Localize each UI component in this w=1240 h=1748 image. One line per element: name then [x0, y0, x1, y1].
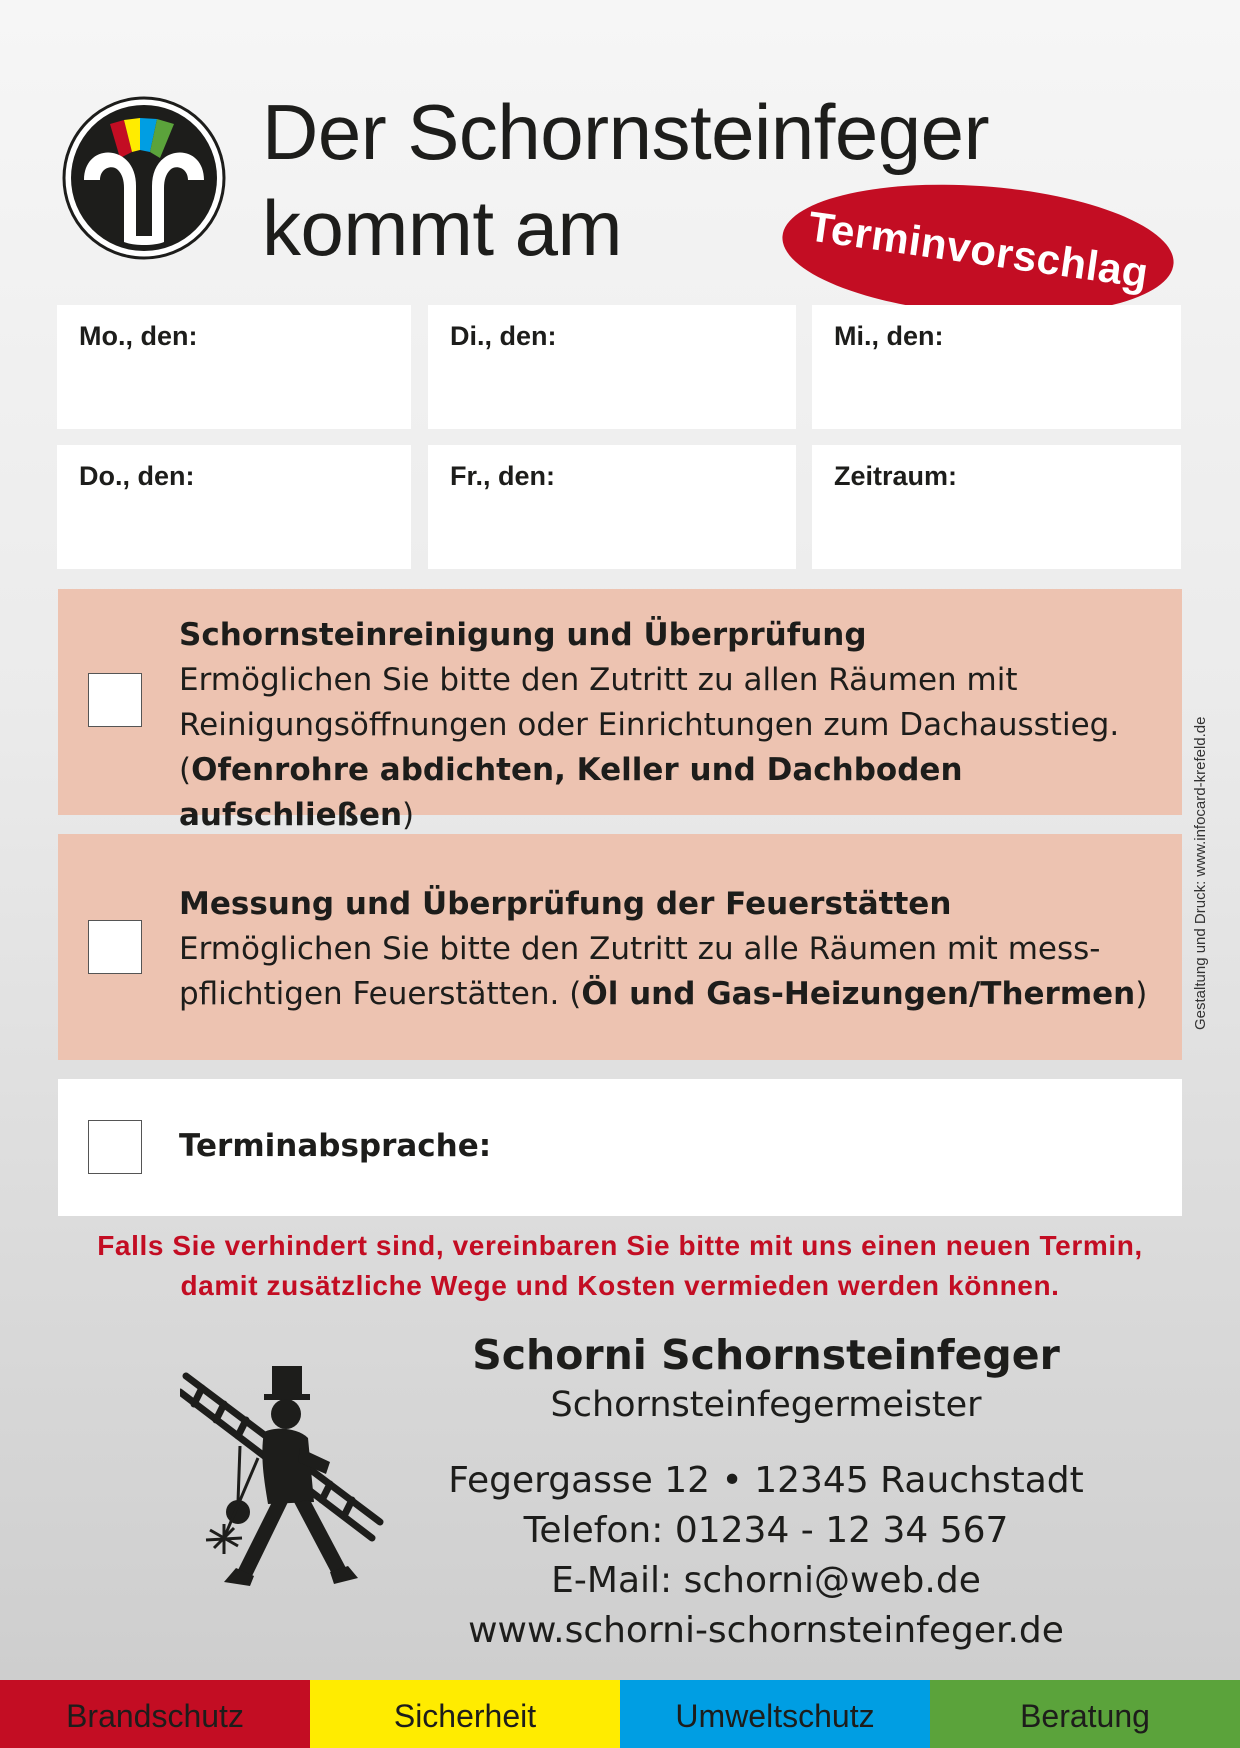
option-line: Ermöglichen Sie bitte den Zutritt zu allen Räumen mit: [179, 662, 1018, 698]
option-text: [179, 882, 1147, 1017]
checkbox-chimney-cleaning[interactable]: [88, 673, 142, 727]
option-heading: Schornsteinreinigung und Überprüfung: [179, 617, 867, 653]
checkbox-appointment[interactable]: [88, 1120, 142, 1174]
title-line-1: Der Schornsteinfeger: [262, 88, 990, 176]
option-line: [179, 972, 1147, 1017]
option-plain: pflichtigen Feuerstätten. (: [179, 976, 582, 1012]
option-heading: Terminabsprache:: [179, 1128, 492, 1164]
day-field-tuesday[interactable]: [428, 305, 796, 429]
option-emphasis: Öl und Gas-Heizungen/Thermen: [581, 976, 1136, 1012]
day-label: Mo., den:: [79, 321, 198, 351]
day-field-thursday[interactable]: [57, 445, 411, 569]
option-line: [179, 748, 1182, 838]
day-field-timeframe[interactable]: [812, 445, 1181, 569]
address: Fegergasse 12 • 12345 Rauchstadt: [448, 1460, 1084, 1501]
warning-line-1: Falls Sie verhindert sind, vereinbaren Sie bitte mit uns einen neuen Termin,: [97, 1230, 1143, 1261]
paren: ): [1135, 976, 1148, 1012]
option-measurement: [58, 834, 1182, 1060]
company-title: Schornsteinfegermeister: [550, 1385, 982, 1425]
footer-consulting: Beratung: [930, 1680, 1240, 1748]
option-text: [179, 613, 1182, 838]
day-field-wednesday[interactable]: [812, 305, 1181, 429]
title-line-2: kommt am: [262, 184, 623, 272]
day-label: Do., den:: [79, 461, 195, 491]
chimney-sweep-icon: [180, 1362, 400, 1600]
paren: ): [402, 797, 415, 833]
contact-details: [400, 1456, 1132, 1656]
day-label: Mi., den:: [834, 321, 944, 351]
option-text: [179, 1124, 491, 1169]
company-name: Schorni Schornsteinfeger: [472, 1331, 1060, 1379]
guild-emblem-icon: [62, 96, 226, 260]
option-appointment: [58, 1079, 1182, 1216]
footer-environment: Umweltschutz: [620, 1680, 930, 1748]
day-field-friday[interactable]: [428, 445, 796, 569]
option-line: Reinigungsöffnungen oder Einrichtungen zum Dachausstieg.: [179, 707, 1120, 743]
option-heading: Messung und Überprüfung der Feuerstätten: [179, 886, 952, 922]
phone: Telefon: 01234 - 12 34 567: [523, 1510, 1009, 1551]
website: www.schorni-schornsteinfeger.de: [468, 1610, 1064, 1651]
day-label: Fr., den:: [450, 461, 556, 491]
print-credit: Gestaltung und Druck: www.infocard-krefeld.de: [1192, 716, 1209, 1030]
footer-fire-protection: Brandschutz: [0, 1680, 310, 1748]
footer-bar: [0, 1680, 1240, 1748]
day-label: Di., den:: [450, 321, 557, 351]
warning-text: [0, 1226, 1240, 1306]
checkbox-measurement[interactable]: [88, 920, 142, 974]
day-field-monday[interactable]: [57, 305, 411, 429]
day-label: Zeitraum:: [834, 461, 958, 491]
warning-line-2: damit zusätzliche Wege und Kosten vermieden werden können.: [180, 1270, 1060, 1301]
email: E-Mail: schorni@web.de: [551, 1560, 981, 1601]
option-chimney-cleaning: [58, 589, 1182, 833]
option-emphasis: Ofenrohre abdichten, Keller und Dachboden aufschließen: [179, 752, 963, 833]
paren: (: [179, 752, 192, 788]
badge-label: Terminvorschlag: [805, 202, 1152, 297]
footer-safety: Sicherheit: [310, 1680, 620, 1748]
option-line: Ermöglichen Sie bitte den Zutritt zu alle Räumen mit mess-: [179, 931, 1101, 967]
